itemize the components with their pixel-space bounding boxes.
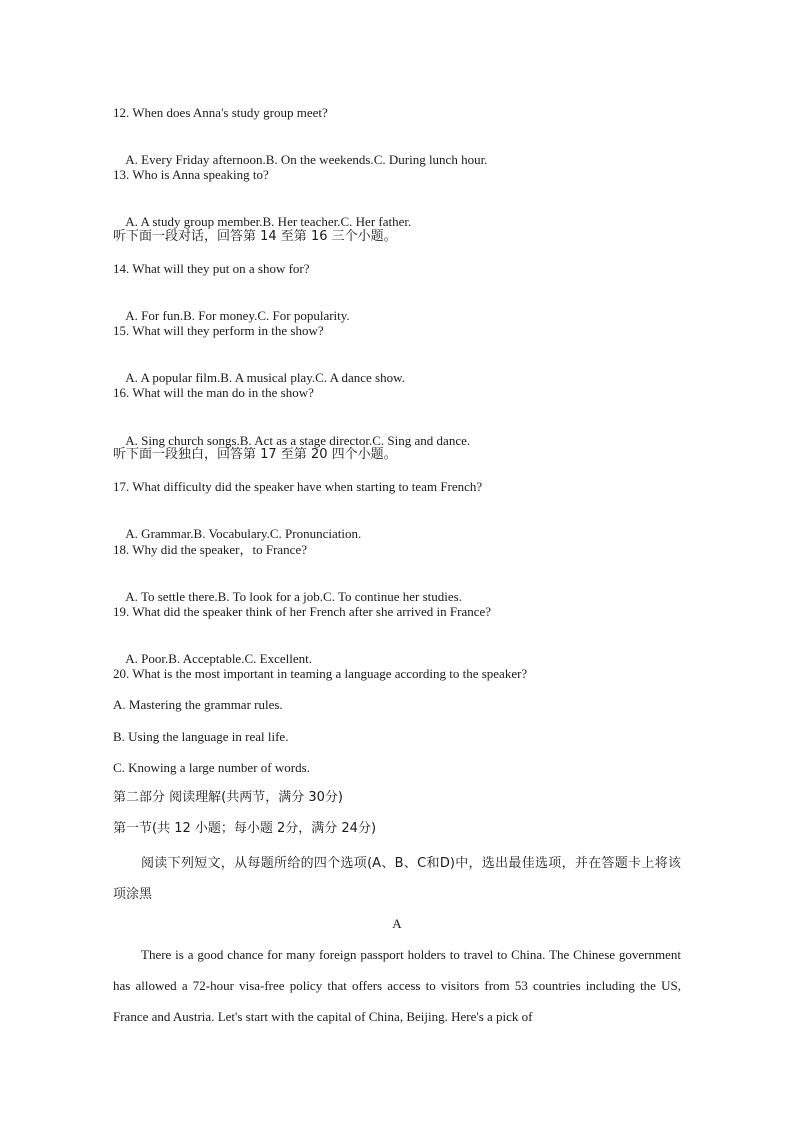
option-b[interactable]: B. Her teacher. [262,214,341,229]
section-one-heading: 第一节(共 12 小题；每小题 2分，满分 24分) [113,821,377,836]
option-a[interactable]: A. To settle there. [125,589,218,604]
option-b[interactable]: B. Acceptable. [168,651,245,666]
option-c[interactable]: C. Sing and dance. [372,433,471,448]
option-b[interactable]: B. Act as a stage director. [239,433,373,448]
option-a[interactable]: A. For fun. [125,308,184,323]
question-14-stem: 14. What will they put on a show for? [113,261,310,276]
question-20-option-b[interactable]: B. Using the language in real life. [113,729,289,744]
option-a[interactable]: A. A study group member. [125,214,263,229]
option-c[interactable]: C. Her father. [340,214,412,229]
option-a[interactable]: A. Grammar. [125,526,194,541]
question-20-option-a[interactable]: A. Mastering the grammar rules. [113,697,283,712]
option-b[interactable]: B. For money. [183,308,258,323]
listening-instruction-2: 听下面一段独白，回答第 17 至第 20 四个小题。 [113,447,397,462]
option-b[interactable]: B. A musical play. [220,370,316,385]
option-c[interactable]: C. To continue her studies. [323,589,462,604]
question-20-stem: 20. What is the most important in teaming a language according to the speaker? [113,666,528,681]
question-16-stem: 16. What will the man do in the show? [113,385,314,400]
reading-instruction: 阅读下列短文，从每题所给的四个选项(A、B、C和D)中，选出最佳选项，并在答题卡上将该项涂黑 [113,856,681,902]
option-c[interactable]: C. A dance show. [315,370,405,385]
option-a[interactable]: A. Every Friday afternoon. [125,152,266,167]
option-c[interactable]: C. Excellent. [244,651,312,666]
part-two-heading: 第二部分 阅读理解(共两节，满分 30分) [113,790,343,805]
option-c[interactable]: C. Pronunciation. [269,526,362,541]
question-13-stem: 13. Who is Anna speaking to? [113,167,269,182]
passage-label: A [392,916,402,931]
option-c[interactable]: C. During lunch hour. [373,152,488,167]
listening-instruction-1: 听下面一段对话，回答第 14 至第 16 三个小题。 [113,229,397,244]
option-a[interactable]: A. Poor. [125,651,169,666]
question-18-stem: 18. Why did the speaker，to France? [113,542,307,557]
option-a[interactable]: A. A popular film. [125,370,221,385]
passage-text: There is a good chance for many foreign passport holders to travel to China. The Chinese government has allowed a 72-hour visa-free policy that offers access to visitors from 53 countries including the US, France and Austria. Let's start with the capital of China, Beijing. Here's a pick of [113,947,681,1024]
question-19-stem: 19. What did the speaker think of her French after she arrived in France? [113,604,492,619]
question-17-stem: 17. What difficulty did the speaker have when starting to team French? [113,479,483,494]
option-b[interactable]: B. Vocabulary. [193,526,270,541]
option-b[interactable]: B. To look for a job. [217,589,324,604]
option-a[interactable]: A. Sing church songs. [125,433,240,448]
question-12-stem: 12. When does Anna's study group meet? [113,105,328,120]
question-15-stem: 15. What will they perform in the show? [113,323,324,338]
question-20-option-c[interactable]: C. Knowing a large number of words. [113,760,310,775]
option-c[interactable]: C. For popularity. [257,308,350,323]
option-b[interactable]: B. On the weekends. [265,152,374,167]
